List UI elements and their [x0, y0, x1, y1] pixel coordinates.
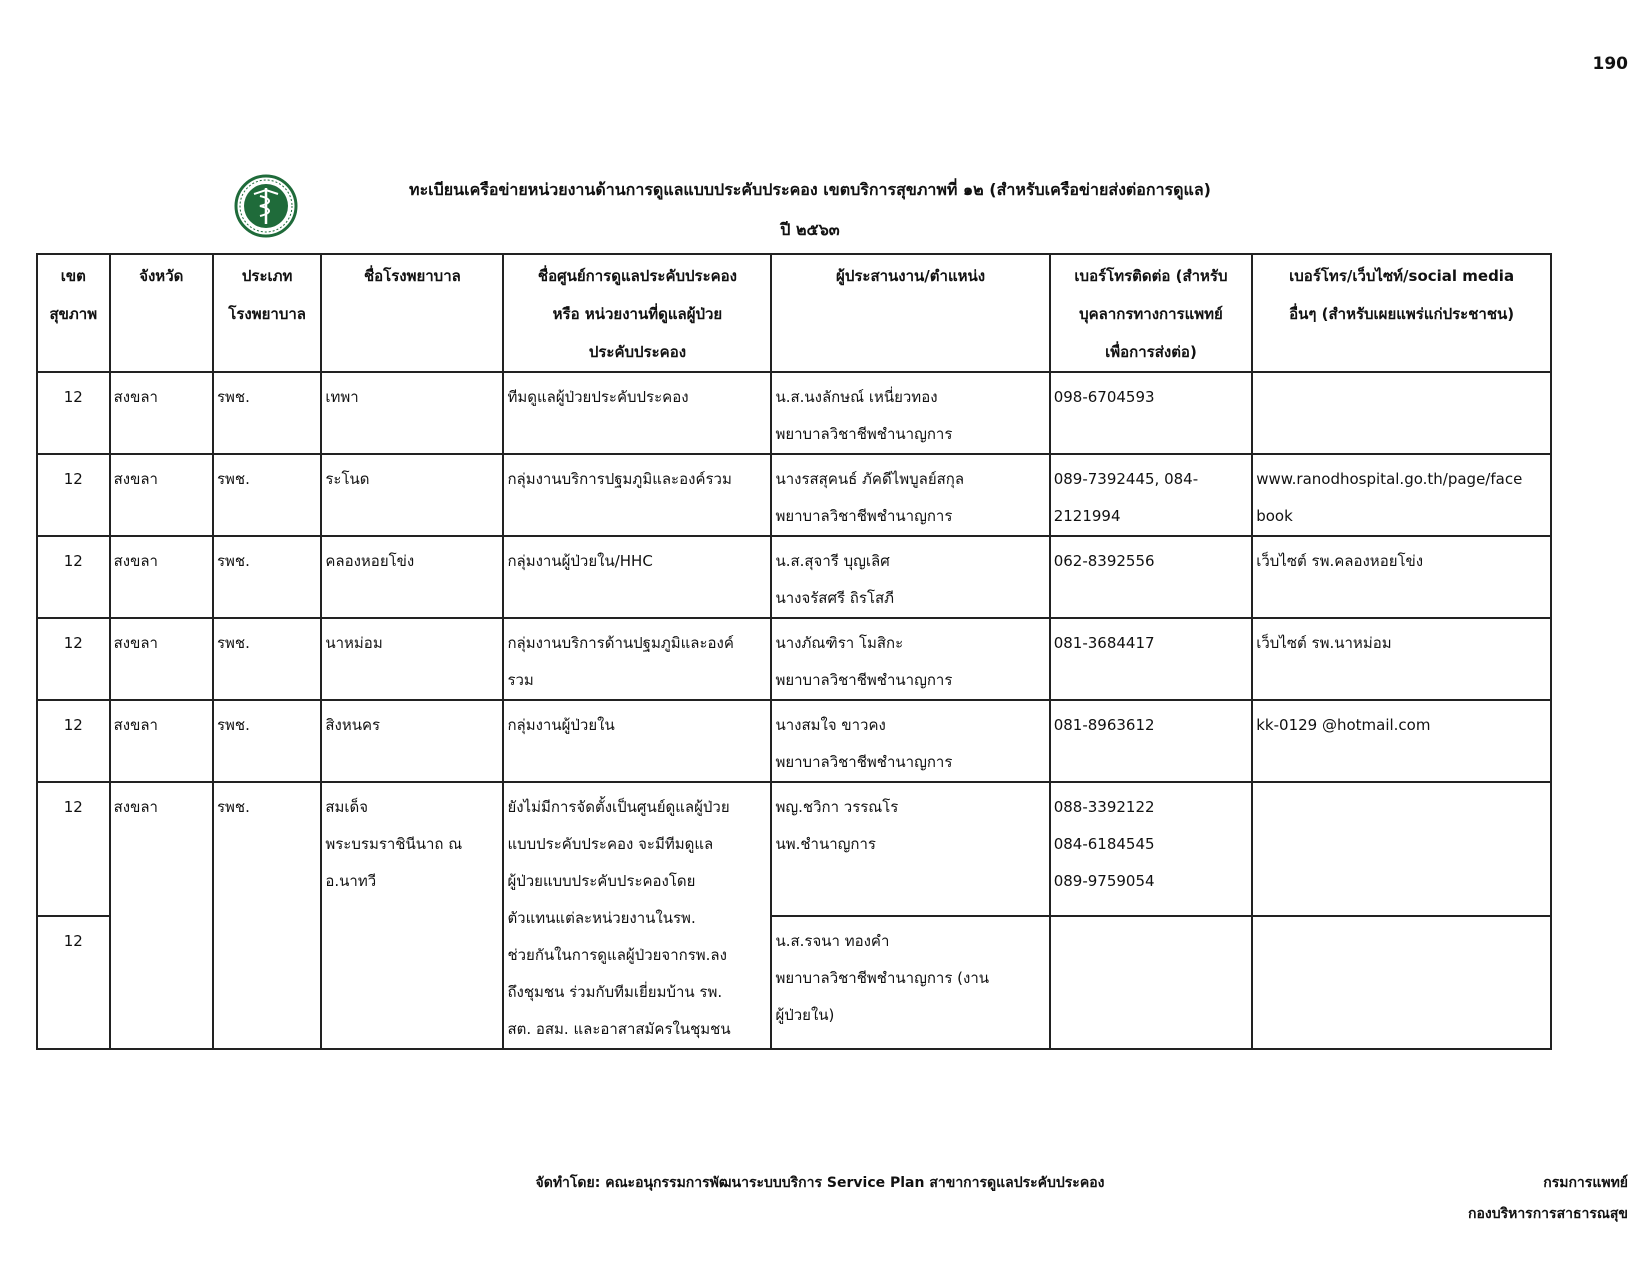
cell-referral-phone — [1050, 916, 1253, 1050]
cell-care-unit: ทีมดูแลผู้ป่วยประคับประคอง — [503, 372, 771, 454]
header-public-contact: เบอร์โทร/เว็บไซท์/social media อื่นๆ (สำหรับเผยแพร่แก่ประชาชน) — [1252, 254, 1551, 372]
header-hospital-name: ชื่อโรงพยาบาล — [321, 254, 503, 372]
cell-public-contact — [1252, 372, 1551, 454]
header-care-unit: ชื่อศูนย์การดูแลประคับประคอง หรือ หน่วยงานที่ดูแลผู้ป่วย ประคับประคอง — [503, 254, 771, 372]
cell-province: สงขลา — [110, 372, 213, 454]
table-row — [37, 454, 1551, 536]
cell-region: 12 — [37, 372, 110, 454]
cell-hospital-name: สมเด็จ พระบรมราชินีนาถ ณ อ.นาทวี — [321, 782, 503, 1049]
cell-public-contact: www.ranodhospital.go.th/page/face book — [1252, 454, 1551, 536]
cell-care-unit: กลุ่มงานผู้ป่วยใน — [503, 700, 771, 782]
cell-hospital-name: นาหม่อม — [321, 618, 503, 700]
table-row — [37, 700, 1551, 782]
footer-division: กองบริหารการสาธารณสุข — [1467, 1206, 1628, 1222]
cell-coordinator: นางสมใจ ขาวคง พยาบาลวิชาชีพชำนาญการ — [771, 700, 1049, 782]
header-province: จังหวัด — [110, 254, 213, 372]
table-row — [37, 372, 1551, 454]
cell-coordinator: น.ส.นงลักษณ์ เหนี่ยวทอง พยาบาลวิชาชีพชำนาญการ — [771, 372, 1049, 454]
cell-province: สงขลา — [110, 536, 213, 618]
cell-hospital-name: สิงหนคร — [321, 700, 503, 782]
website-link[interactable]: www.ranodhospital.go.th/page/face — [1256, 470, 1523, 488]
registry-table-container — [36, 253, 1552, 1038]
cell-region: 12 — [37, 536, 110, 618]
page-number: 190 — [1592, 54, 1628, 74]
header-coordinator: ผู้ประสานงาน/ตำแหน่ง — [771, 254, 1049, 372]
table-row — [37, 782, 1551, 916]
cell-referral-phone: 062-8392556 — [1050, 536, 1253, 618]
registry-table — [36, 253, 1552, 1050]
email-link[interactable]: kk-0129 @hotmail.com — [1256, 716, 1431, 734]
cell-region: 12 — [37, 454, 110, 536]
cell-hospital-type: รพช. — [213, 372, 321, 454]
cell-care-unit: กลุ่มงานบริการด้านปฐมภูมิและองค์ รวม — [503, 618, 771, 700]
cell-care-unit: กลุ่มงานผู้ป่วยใน/HHC — [503, 536, 771, 618]
cell-hospital-name: ระโนด — [321, 454, 503, 536]
cell-public-contact: เว็บไซต์ รพ.นาหม่อม — [1252, 618, 1551, 700]
cell-public-contact — [1252, 782, 1551, 916]
cell-province: สงขลา — [110, 618, 213, 700]
ministry-seal-logo — [234, 174, 298, 238]
cell-hospital-type: รพช. — [213, 454, 321, 536]
cell-region: 12 — [37, 782, 110, 916]
cell-hospital-type: รพช. — [213, 618, 321, 700]
cell-hospital-type: รพช. — [213, 536, 321, 618]
cell-region: 12 — [37, 916, 110, 1050]
cell-public-contact — [1252, 700, 1551, 782]
header-hospital-type: ประเภท โรงพยาบาล — [213, 254, 321, 372]
table-row — [37, 618, 1551, 700]
cell-care-unit: ยังไม่มีการจัดตั้งเป็นศูนย์ดูแลผู้ป่วย แบบประคับประคอง จะมีทีมดูแล ผู้ป่วยแบบประคับประคองโดย ตัวแทนแต่ละหน่วยงานในรพ. ช่วยกันในการดูแลผู้ป่วยจากรพ.ลง ถึงชุมชน ร่วมกับทีมเยี่ยมบ้าน รพ. สต. อสม. และอาสาสมัครในชุมชน — [503, 782, 771, 1049]
cell-referral-phone: 098-6704593 — [1050, 372, 1253, 454]
cell-hospital-type: รพช. — [213, 782, 321, 1049]
cell-public-contact: เว็บไซต์ รพ.คลองหอยโข่ง — [1252, 536, 1551, 618]
cell-coordinator: พญ.ชวิกา วรรณโร นพ.ชำนาญการ — [771, 782, 1049, 916]
cell-public-contact — [1252, 916, 1551, 1050]
cell-referral-phone: 088-3392122 084-6184545 089-9759054 — [1050, 782, 1253, 916]
header-region: เขต สุขภาพ — [37, 254, 110, 372]
table-header-row — [37, 254, 1551, 372]
cell-care-unit: กลุ่มงานบริการปฐมภูมิและองค์รวม — [503, 454, 771, 536]
cell-referral-phone: 081-8963612 — [1050, 700, 1253, 782]
cell-coordinator: น.ส.สุจารี บุญเลิศ นางจรัสศรี ถิรโสภี — [771, 536, 1049, 618]
footer-credit: จัดทำโดย: คณะอนุกรรมการพัฒนาระบบบริการ Service Plan สาขาการดูแลประคับประคอง — [535, 1175, 1105, 1191]
table-row — [37, 536, 1551, 618]
cell-referral-phone: 081-3684417 — [1050, 618, 1253, 700]
footer-department: กรมการแพทย์ — [1543, 1175, 1628, 1191]
document-subtitle: ปี ๒๕๖๓ — [780, 220, 840, 239]
cell-coordinator: นางรสสุคนธ์ ภัคดีไพบูลย์สกุล พยาบาลวิชาชีพชำนาญการ — [771, 454, 1049, 536]
cell-referral-phone: 089-7392445, 084- 2121994 — [1050, 454, 1253, 536]
cell-region: 12 — [37, 700, 110, 782]
cell-hospital-name: เทพา — [321, 372, 503, 454]
cell-hospital-type: รพช. — [213, 700, 321, 782]
header-referral-phone: เบอร์โทรติดต่อ (สำหรับ บุคลากรทางการแพทย์ เพื่อการส่งต่อ) — [1050, 254, 1253, 372]
cell-coordinator: นางภัณฑิรา โมสิกะ พยาบาลวิชาชีพชำนาญการ — [771, 618, 1049, 700]
document-title: ทะเบียนเครือข่ายหน่วยงานด้านการดูแลแบบประคับประคอง เขตบริการสุขภาพที่ ๑๒ (สำหรับเครือข่ายส่งต่อการดูแล) — [409, 180, 1211, 199]
cell-province: สงขลา — [110, 454, 213, 536]
cell-coordinator: น.ส.รจนา ทองคำ พยาบาลวิชาชีพชำนาญการ (งาน ผู้ป่วยใน) — [771, 916, 1049, 1050]
cell-hospital-name: คลองหอยโข่ง — [321, 536, 503, 618]
cell-province: สงขลา — [110, 782, 213, 1049]
cell-province: สงขลา — [110, 700, 213, 782]
cell-region: 12 — [37, 618, 110, 700]
